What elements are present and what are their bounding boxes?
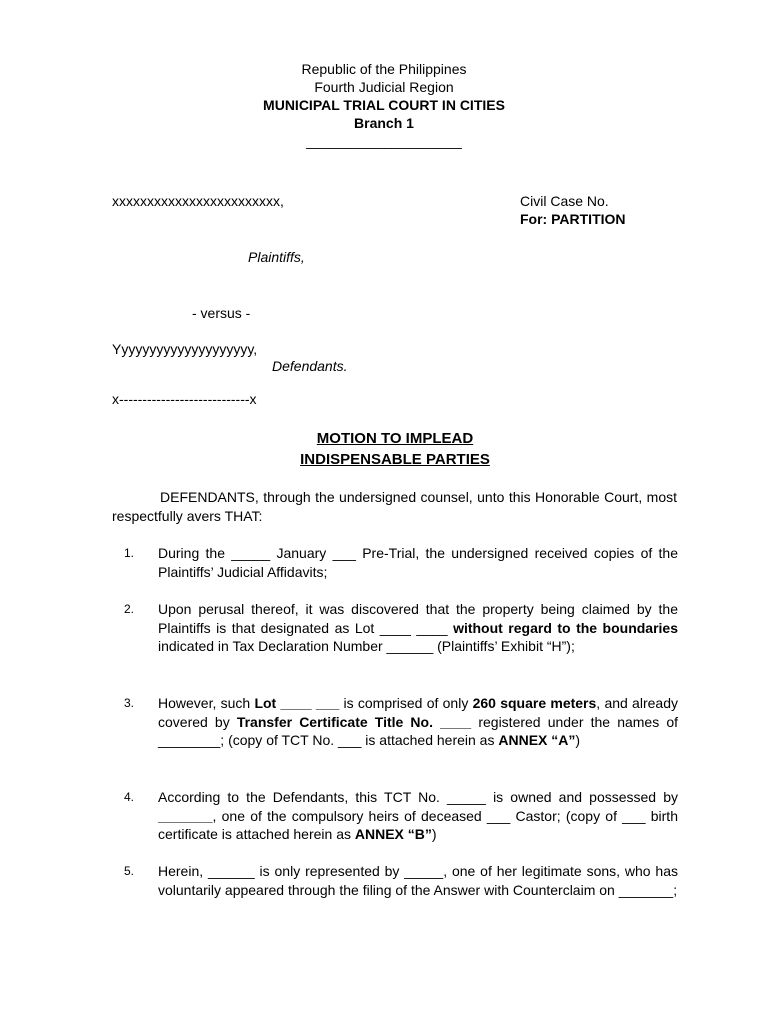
- case-nature-label: For:: [520, 211, 552, 227]
- item-number: 5.: [124, 864, 135, 878]
- plaintiffs-label: Plaintiffs,: [248, 249, 305, 265]
- item-text: [158, 694, 678, 750]
- defendant-name: Yyyyyyyyyyyyyyyyyyyy,: [112, 341, 258, 357]
- item-text-bold-segment: ANNEX “A”: [498, 732, 576, 748]
- item-text-segment: , and already covered by: [158, 695, 678, 730]
- motion-title-line1: MOTION TO IMPLEAD: [316, 430, 474, 447]
- item-number: 3.: [124, 696, 135, 710]
- item-text-bold-segment: 260 square meters: [472, 695, 597, 711]
- item-text-segment: ): [575, 732, 581, 748]
- motion-title-line2: INDISPENSABLE PARTIES: [300, 451, 490, 468]
- item-number: 4.: [124, 790, 135, 804]
- item-text-segment: indicated in Tax Declaration Number ______ (Plaintiffs’ Exhibit “H”);: [158, 638, 575, 654]
- item-number: 1.: [124, 546, 135, 560]
- item-text-segment: registered under the names of ________; (copy of TCT No. ___ is attached herein as: [158, 713, 679, 748]
- item-text-bold-segment: without regard to the boundaries: [453, 619, 679, 636]
- item-text-segment: is comprised of only: [339, 695, 473, 711]
- plaintiff-name: xxxxxxxxxxxxxxxxxxxxxxxx,: [112, 193, 284, 209]
- item-text-segment: However, such: [158, 695, 255, 711]
- item-text: [158, 862, 678, 899]
- item-text-bold-segment: ANNEX “B”: [354, 826, 432, 842]
- item-text-segment: Herein, ______ is only represented by _____, one of her legitimate sons, who has voluntarily appeared through the filing of the Answer with Counterclaim on _______;: [158, 863, 678, 898]
- item-text-bold-segment: Transfer Certificate Title No. ____: [236, 713, 472, 730]
- defendants-label: Defendants.: [272, 358, 348, 374]
- item-number: 2.: [124, 602, 135, 616]
- header-judicial-region: Fourth Judicial Region: [314, 79, 454, 95]
- item-text-bold-segment: Lot ____ ___: [254, 695, 340, 711]
- item-text: [158, 788, 678, 844]
- item-text: [158, 600, 678, 656]
- versus-text: - versus -: [192, 305, 251, 321]
- item-text-segment: During the _____ January ___ Pre-Trial, the undersigned received copies of the Plaintiffs’ Judicial Affidavits;: [158, 545, 678, 580]
- item-text-segment: According to the Defendants, this TCT No. _____ is owned and possessed by: [158, 789, 678, 805]
- header-republic: Republic of the Philippines: [301, 61, 467, 77]
- header-court-name: MUNICIPAL TRIAL COURT IN CITIES: [263, 97, 505, 113]
- header-rule: ____________________: [306, 133, 462, 149]
- item-text-segment: Upon perusal thereof, it was discovered that the property being claimed by the Plaintiffs is that designated as Lot ____ ____: [158, 601, 678, 636]
- case-nature-value: PARTITION: [551, 211, 626, 227]
- item-text-segment: , one of the compulsory heirs of deceased ___ Castor; (copy of ___ birth certificate is attached herein as: [158, 807, 678, 842]
- item-text-bold-segment: _______: [158, 807, 213, 824]
- item-text-segment: ): [431, 826, 437, 842]
- case-nature: [520, 210, 626, 228]
- intro-paragraph: DEFENDANTS, through the undersigned counsel, unto this Honorable Court, most respectfully avers THAT:: [112, 489, 677, 524]
- motion-title: [0, 428, 768, 470]
- header-branch: Branch 1: [354, 115, 414, 131]
- civil-case-number-label: Civil Case No.: [520, 193, 609, 209]
- court-header: [0, 60, 768, 150]
- item-text: [158, 544, 678, 581]
- caption-separator: x----------------------------x: [112, 391, 257, 407]
